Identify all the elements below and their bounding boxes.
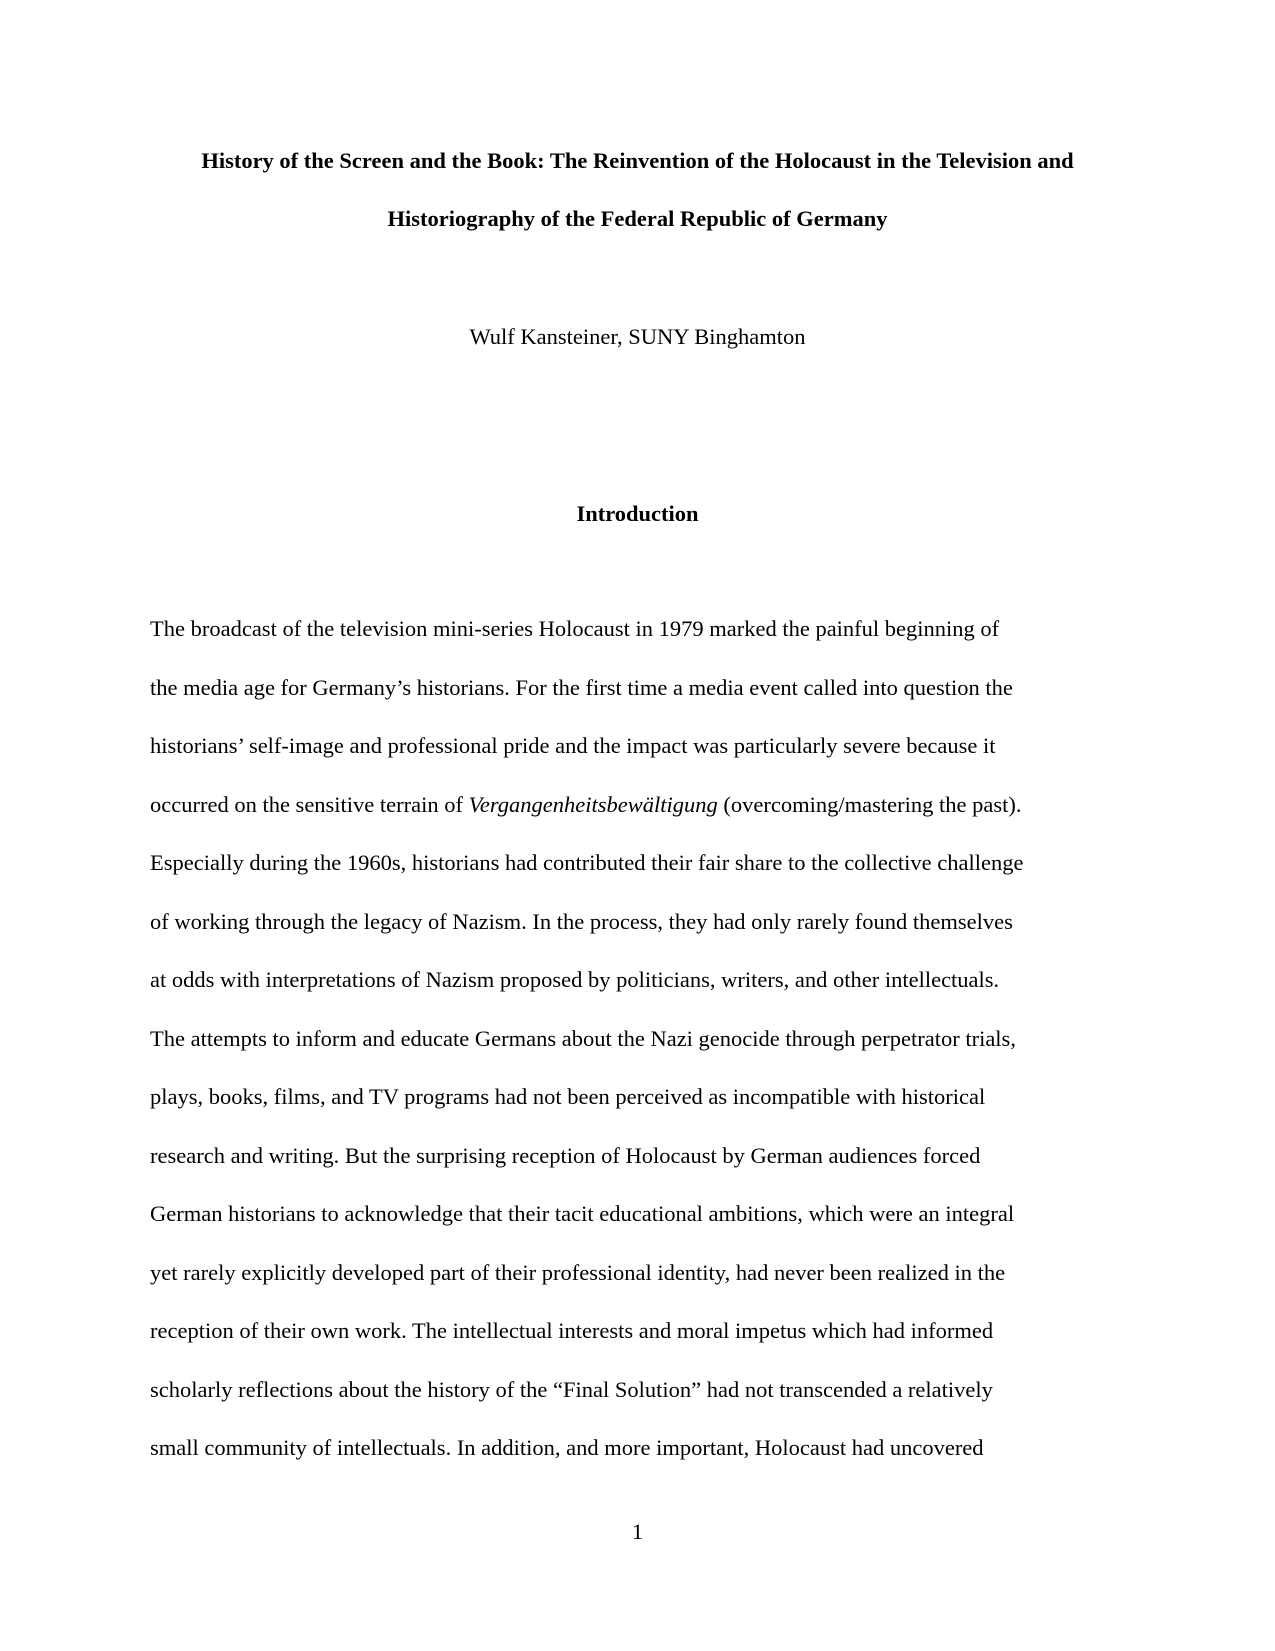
body-line: The broadcast of the television mini-series Holocaust in 1979 marked the painful beginning of [150,616,1000,641]
body-line: historians’ self-image and professional pride and the impact was particularly severe because it [150,733,996,758]
body-line: research and writing. But the surprising reception of Holocaust by German audiences forced [150,1142,981,1168]
body-line: plays, books, films, and TV programs had not been perceived as incompatible with historical [150,1084,986,1109]
body-line: yet rarely explicitly developed part of their professional identity, had never been realized in the [150,1259,1006,1285]
body-paragraph [150,614,1150,1492]
body-line: of working through the legacy of Nazism. In the process, they had only rarely found themselves [150,908,1013,934]
body-line: scholarly reflections about the history of the “Final Solution” had not transcended a relatively [150,1376,993,1402]
body-line: reception of their own work. The intellectual interests and moral impetus which had informed [150,1318,994,1343]
body-line: German historians to acknowledge that their tacit educational ambitions, which were an integral [150,1201,1015,1226]
body-line: the media age for Germany’s historians. For the first time a media event called into question the [150,674,1013,700]
page-number: 1 [631,1519,644,1544]
body-line: The attempts to inform and educate Germans about the Nazi genocide through perpetrator trials, [150,1025,1016,1051]
body-line: at odds with interpretations of Nazism proposed by politicians, writers, and other intellectuals. [150,967,1000,992]
document-title-line-2: Historiography of the Federal Republic of Germany [387,206,888,231]
author-line: Wulf Kansteiner, SUNY Binghamton [469,324,806,349]
body-line [150,790,1150,849]
italic-term: Vergangenheitsbewältigung [468,791,718,817]
body-line: Especially during the 1960s, historians had contributed their fair share to the collective challenge [150,850,1024,875]
section-heading: Introduction [576,501,699,526]
document-title-line-1: History of the Screen and the Book: The Reinvention of the Holocaust in the Television and [201,148,1074,173]
body-text-segment: (overcoming/mastering the past). [717,791,1022,817]
body-line: small community of intellectuals. In addition, and more important, Holocaust had uncovered [150,1435,984,1460]
body-text-segment: occurred on the sensitive terrain of [150,791,469,817]
